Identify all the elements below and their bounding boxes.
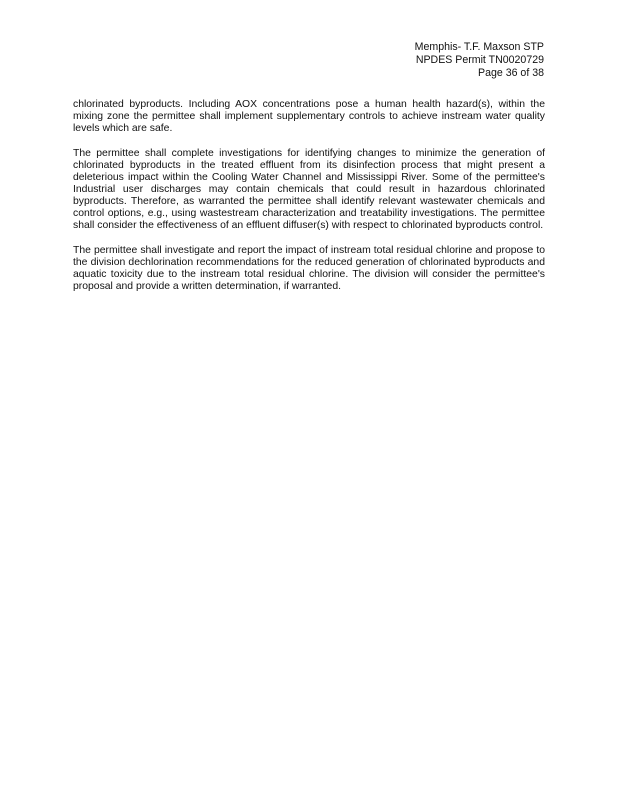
paragraph-chlorine-report: The permittee shall investigate and report the impact of instream total residual chlorine and propose to the division dechlorination recommendations for the reduced generation of chlorinated byproducts and aquatic toxicity due to the instream total residual chlorine. The division will consider the permittee's proposal and provide a written determination, if warranted.: [73, 244, 545, 292]
paragraph-aox-controls: chlorinated byproducts. Including AOX concentrations pose a human health hazard(s), within the mixing zone the permittee shall implement supplementary controls to achieve instream water quality levels which are safe.: [73, 99, 545, 135]
header-permit-number: NPDES Permit TN0020729: [415, 54, 544, 66]
document-body: [73, 99, 545, 305]
header-page-number: Page 36 of 38: [478, 67, 544, 79]
paragraph-investigations: The permittee shall complete investigations for identifying changes to minimize the generation of chlorinated byproducts in the treated effluent from its disinfection process that might present a deleterious impact within the Cooling Water Channel and Mississippi River. Some of the permittee's Industrial user discharges may contain chemicals that could result in hazardous chlorinated byproducts. Therefore, as warranted the permittee shall identify relevant wastewater chemicals and control options, e.g., using wastestream characterization and treatability investigations. The permittee shall consider the effectiveness of an effluent diffuser(s) with respect to chlorinated byproducts control.: [73, 147, 545, 232]
header-facility-name: Memphis- T.F. Maxson STP: [414, 41, 544, 53]
page-header: [415, 41, 544, 80]
